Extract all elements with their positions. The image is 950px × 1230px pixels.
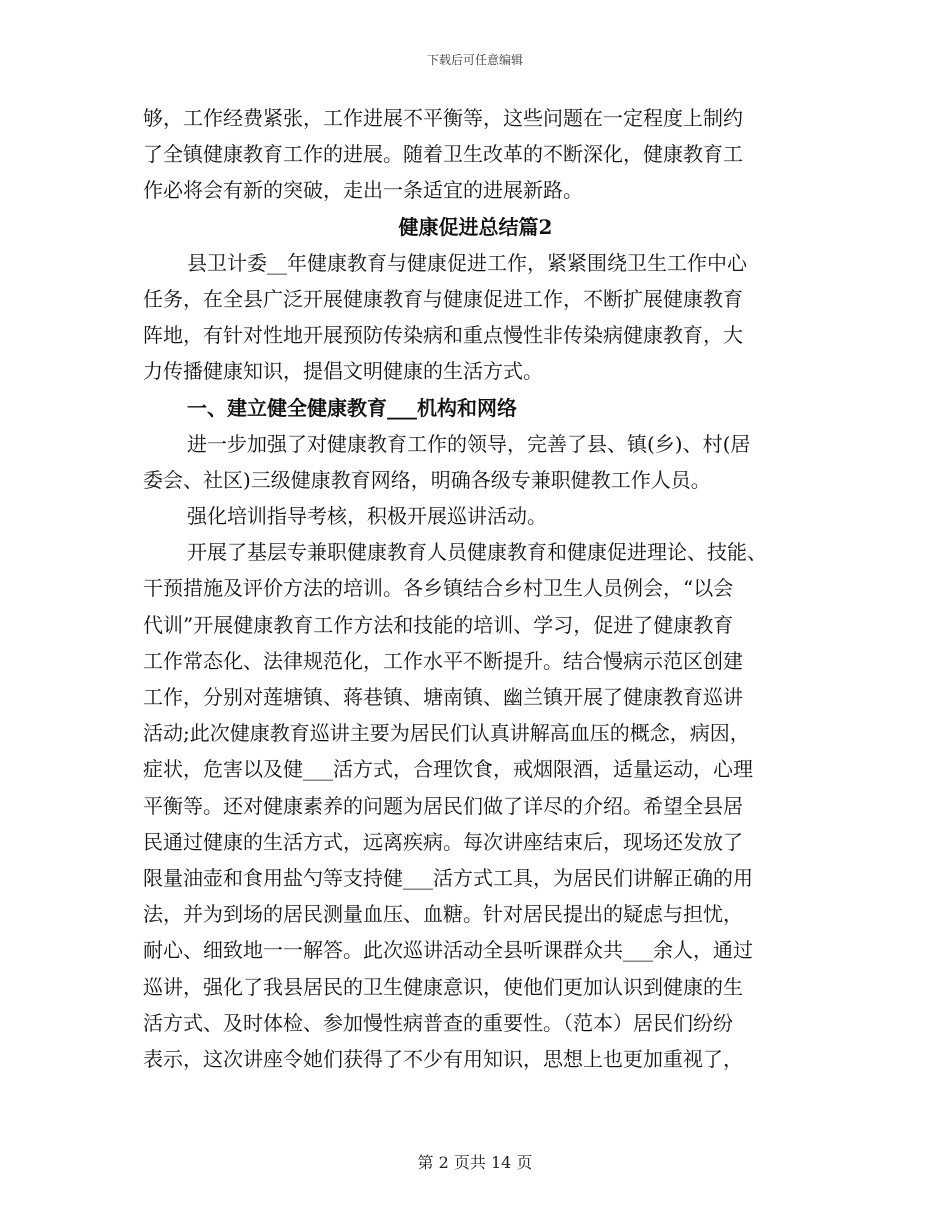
- paragraph-line: 作必将会有新的突破，走出一条适宜的进展新路。: [143, 178, 583, 203]
- paragraph-line: 工作，分别对莲塘镇、蒋巷镇、塘南镇、幽兰镇开展了健康教育巡讲: [143, 685, 743, 709]
- subsection-heading: 一、建立健全健康教育___机构和网络: [187, 395, 517, 420]
- paragraph-line: 巡讲，强化了我县居民的卫生健康意识，使他们更加认识到健康的生: [143, 974, 743, 999]
- paragraph-line: 阵地，有针对性地开展预防传染病和重点慢性非传染病健康教育，大: [143, 323, 743, 348]
- paragraph-line: 民通过健康的生活方式，远离疾病。每次讲座结束后，现场还发放了: [143, 829, 743, 854]
- paragraph-line: 限量油壶和食用盐勺等支持健___活方式工具，为居民们讲解正确的用: [143, 865, 753, 890]
- page-header: 下载后可任意编辑: [426, 53, 523, 67]
- page-number: 第 2 页共 14 页: [417, 1153, 533, 1172]
- document-body: [143, 100, 808, 1077]
- paragraph-line: 症状，危害以及健___活方式，合理饮食，戒烟限酒，适量运动，心理: [143, 757, 753, 782]
- paragraph-line: 表示，这次讲座令她们获得了不少有用知识，思想上也更加重视了，: [143, 1046, 743, 1071]
- paragraph-line: 平衡等。还对健康素养的问题为居民们做了详尽的介绍。希望全县居: [143, 793, 743, 818]
- paragraph-line: 委会、社区)三级健康教育网络，明确各级专兼职健教工作人员。: [143, 467, 711, 492]
- paragraph-line: 活动;此次健康教育巡讲主要为居民们认真讲解高血压的概念，病因，: [143, 721, 750, 746]
- paragraph-line: 干预措施及评价方法的培训。各乡镇结合乡村卫生人员例会，“以会: [143, 576, 734, 601]
- paragraph-line: 开展了基层专兼职健康教育人员健康教育和健康促进理论、技能、: [187, 540, 767, 565]
- paragraph-line: 力传播健康知识，提倡文明健康的生活方式。: [143, 359, 543, 384]
- paragraph-line: 法，并为到场的居民测量血压、血糖。针对居民提出的疑虑与担忧，: [143, 902, 743, 927]
- paragraph-line: 代训”开展健康教育工作方法和技能的培训、学习，促进了健康教育: [143, 612, 734, 637]
- paragraph-line: 任务，在全县广泛开展健康教育与健康促进工作，不断扩展健康教育: [143, 286, 743, 311]
- paragraph-line: 强化培训指导考核，积极开展巡讲活动。: [187, 504, 547, 529]
- paragraph-line: 工作常态化、法律规范化，工作水平不断提升。结合慢病示范区创建: [143, 648, 743, 673]
- paragraph-line: 活方式、及时体检、参加慢性病普查的重要性。（范本）居民们纷纷: [143, 1010, 733, 1035]
- section-title: 健康促进总结篇2: [398, 214, 553, 239]
- paragraph-line: 县卫计委__年健康教育与健康促进工作，紧紧围绕卫生工作中心: [187, 250, 747, 275]
- paragraph-line: 了全镇健康教育工作的进展。随着卫生改革的不断深化，健康教育工: [143, 142, 743, 167]
- paragraph-line: 够，工作经费紧张，工作进展不平衡等，这些问题在一定程度上制约: [143, 106, 743, 130]
- paragraph-line: 耐心、细致地一一解答。此次巡讲活动全县听课群众共___余人，通过: [143, 938, 753, 963]
- paragraph-line: 进一步加强了对健康教育工作的领导，完善了县、镇(乡)、村(居: [187, 431, 751, 456]
